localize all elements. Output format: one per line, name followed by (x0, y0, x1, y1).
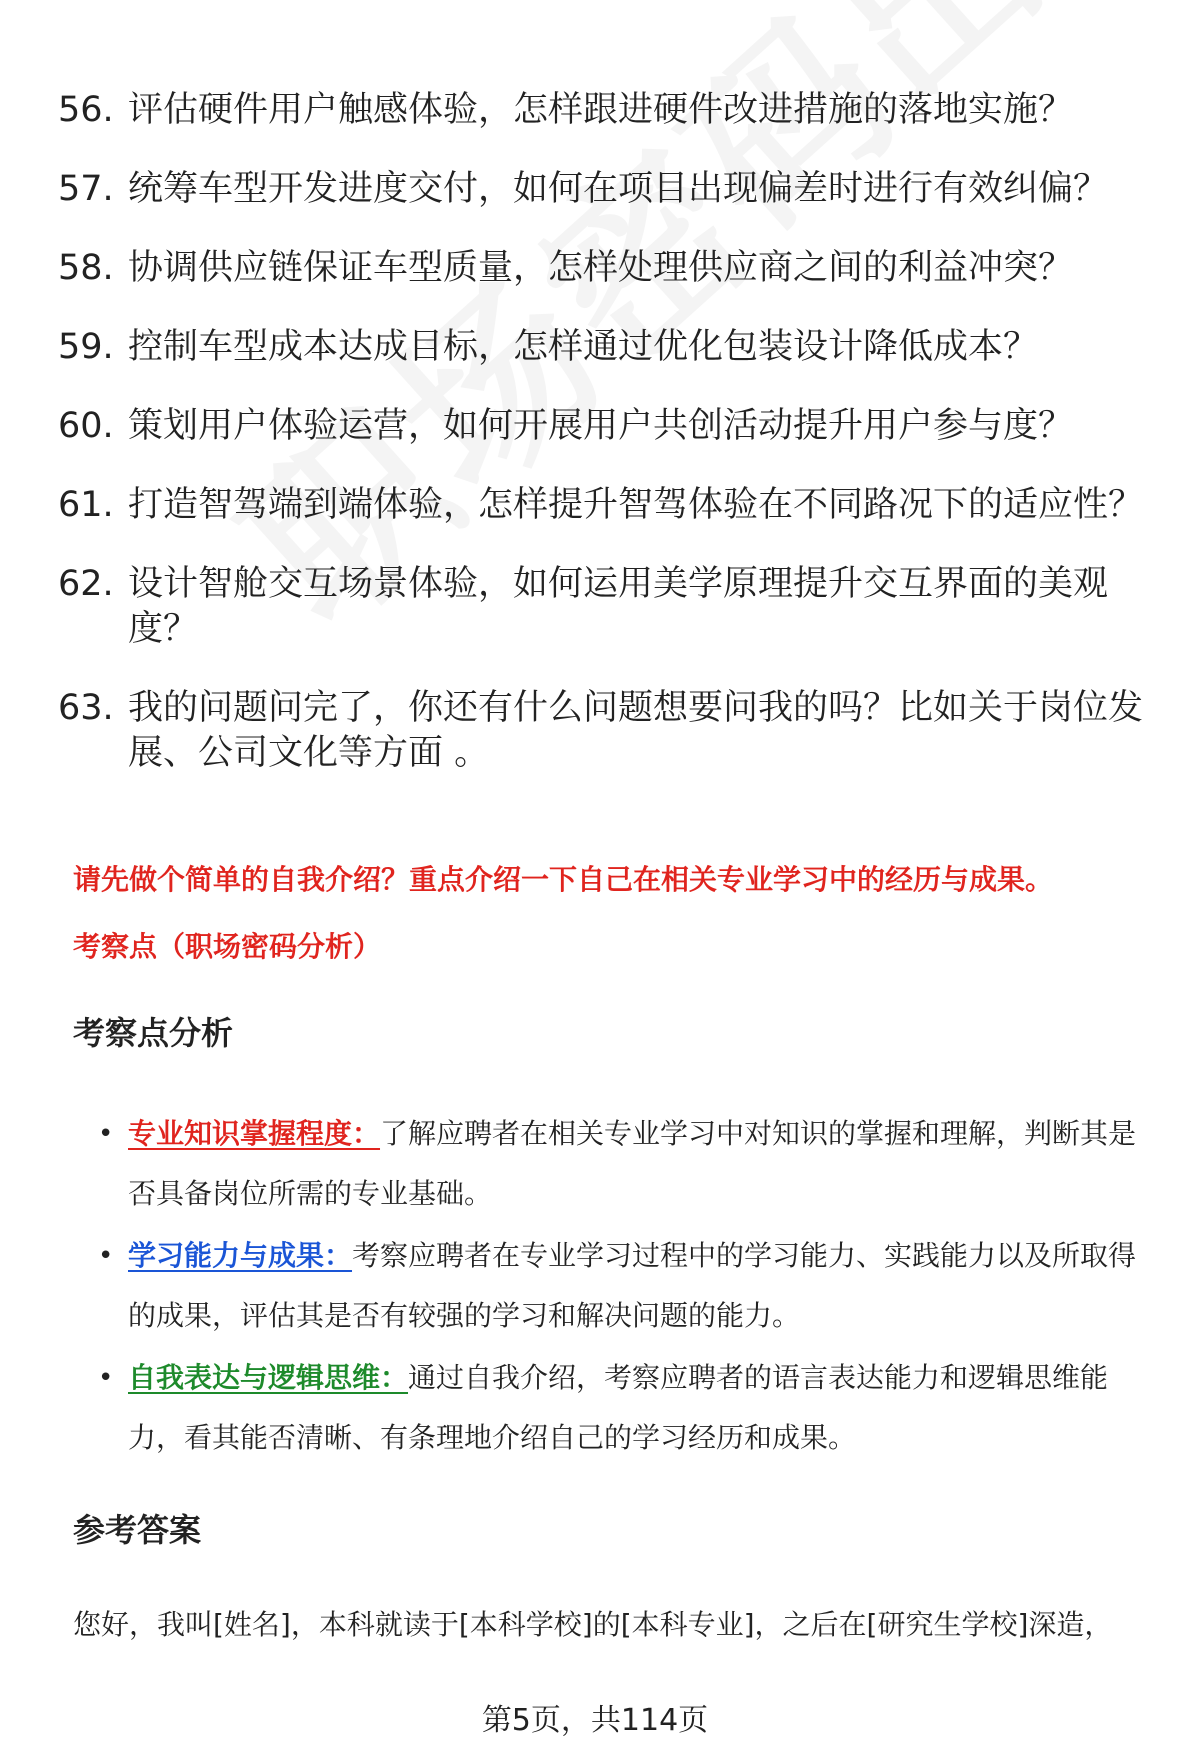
question-item (58, 88, 1158, 133)
answer-text: 您好，我叫[姓名]，本科就读于[本科学校]的[本科专业]，之后在[研究生学校]深造， (73, 1608, 1113, 1641)
question-number: 61. (58, 485, 114, 525)
bullet-item (98, 1348, 1158, 1468)
question-number: 60. (58, 406, 114, 446)
question-text: 协调供应链保证车型质量，怎样处理供应商之间的利益冲突？ (128, 248, 1074, 288)
answer-heading: 参考答案 (73, 1511, 202, 1549)
question-number: 63. (58, 688, 114, 728)
page-footer: 第5页，共114页 (481, 1703, 709, 1738)
question-text: 策划用户体验运营，如何开展用户共创活动提升用户参与度？ (128, 406, 1074, 446)
question-number: 59. (58, 327, 114, 367)
bullet-label: 学习能力与成果： (128, 1239, 353, 1272)
question-item (58, 325, 1158, 370)
question-number: 58. (58, 248, 114, 288)
bullet-text: 考察应聘者在专业学习过程中的学习能力、实践能力以及所取得的成果，评估其是否有较强的学习和解决问题的能力。 (128, 1239, 1137, 1332)
bullet-dot-icon: • (98, 1119, 114, 1149)
bullet-text: 了解应聘者在相关专业学习中对知识的掌握和理解，判断其是否具备岗位所需的专业基础。 (128, 1117, 1137, 1210)
bullet-item (98, 1104, 1158, 1224)
interview-prompt: 请先做个简单的自我介绍？重点介绍一下自己在相关专业学习中的经历与成果。 (73, 863, 1054, 896)
question-item (58, 686, 1158, 776)
question-number: 57. (58, 169, 114, 209)
bullet-text: 通过自我介绍，考察应聘者的语言表达能力和逻辑思维能力，看其能否清晰、有条理地介绍自己的学习经历和成果。 (128, 1361, 1109, 1454)
bullet-label: 专业知识掌握程度： (128, 1117, 381, 1150)
bullet-dot-icon: • (98, 1241, 114, 1271)
question-text: 评估硬件用户触感体验，怎样跟进硬件改进措施的落地实施？ (128, 90, 1074, 130)
question-item (58, 404, 1158, 449)
question-item (58, 483, 1158, 528)
question-list (58, 88, 1158, 810)
question-text: 设计智舱交互场景体验，如何运用美学原理提升交互界面的美观度？ (128, 564, 1109, 649)
analysis-heading: 考察点分析 (73, 1014, 234, 1052)
question-item (58, 246, 1158, 291)
analysis-bullet-list (98, 1104, 1158, 1470)
question-text: 统筹车型开发进度交付，如何在项目出现偏差时进行有效纠偏？ (128, 169, 1109, 209)
question-number: 62. (58, 564, 114, 604)
question-number: 56. (58, 90, 114, 130)
question-item (58, 167, 1158, 212)
bullet-label: 自我表达与逻辑思维： (128, 1361, 409, 1394)
question-text: 我的问题问完了，你还有什么问题想要问我的吗？比如关于岗位发展、公司文化等方面 。 (128, 688, 1144, 773)
question-text: 控制车型成本达成目标，怎样通过优化包装设计降低成本？ (128, 327, 1039, 367)
question-item (58, 562, 1158, 652)
question-text: 打造智驾端到端体验，怎样提升智驾体验在不同路况下的适应性？ (128, 485, 1144, 525)
exam-point-label: 考察点（职场密码分析） (73, 930, 382, 963)
bullet-item (98, 1226, 1158, 1346)
bullet-dot-icon: • (98, 1363, 114, 1393)
